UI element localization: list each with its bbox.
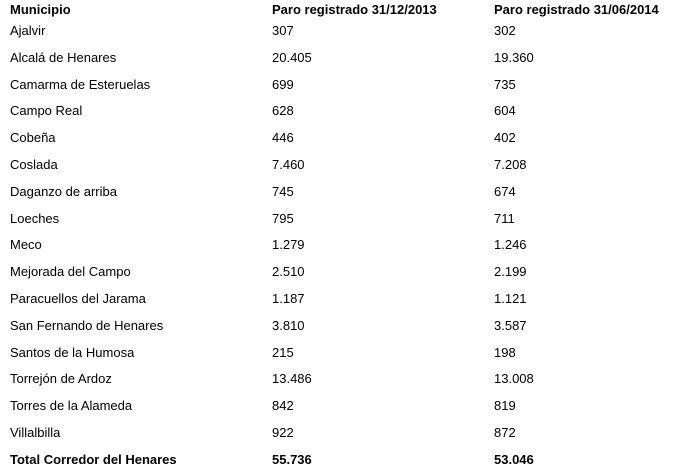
header-row: [0, 2, 675, 17]
header-paro-2014: Paro registrado 31/06/2014: [494, 2, 659, 17]
row-paro-2013: 13.486: [272, 371, 312, 387]
row-municipio: San Fernando de Henares: [10, 317, 164, 333]
table-row: [0, 392, 675, 419]
row-paro-2014: 3.587: [494, 317, 527, 333]
row-municipio: Villalbilla: [10, 425, 61, 441]
paro-table: [0, 2, 675, 473]
row-municipio: Torres de la Alameda: [10, 398, 133, 414]
table-row: [0, 17, 675, 44]
row-municipio: Cobeña: [10, 130, 56, 146]
row-municipio: Loeches: [10, 210, 60, 226]
row-municipio: Coslada: [10, 156, 58, 172]
row-paro-2014: 13.008: [494, 371, 534, 387]
table-row: [0, 44, 675, 71]
row-paro-2013: 795: [272, 210, 294, 226]
row-paro-2014: 604: [494, 103, 516, 119]
total-row: [0, 446, 675, 473]
row-paro-2014: 674: [494, 183, 516, 199]
row-paro-2013: 20.405: [272, 49, 312, 65]
row-municipio: Santos de la Humosa: [10, 344, 135, 360]
row-paro-2013: 1.279: [272, 237, 305, 253]
row-paro-2013: 699: [272, 76, 294, 92]
row-municipio: Mejorada del Campo: [10, 264, 131, 280]
row-municipio: Torrejón de Ardoz: [10, 371, 112, 387]
row-paro-2014: 711: [494, 210, 515, 226]
row-paro-2014: 302: [494, 22, 516, 38]
row-paro-2013: 3.810: [272, 317, 305, 333]
row-paro-2013: 745: [272, 183, 294, 199]
row-paro-2014: 402: [494, 130, 516, 146]
total-paro-2014: 53.046: [494, 452, 534, 467]
row-paro-2014: 735: [494, 76, 516, 92]
table-row: [0, 97, 675, 124]
table-row: [0, 232, 675, 259]
table-row: [0, 339, 675, 366]
table-header: [0, 2, 675, 17]
table-row: [0, 151, 675, 178]
table-row: [0, 366, 675, 393]
row-municipio: Camarma de Esteruelas: [10, 76, 151, 92]
table-row: [0, 312, 675, 339]
table-row: [0, 419, 675, 446]
table-row: [0, 258, 675, 285]
total-paro-2013: 55.736: [272, 452, 312, 467]
row-paro-2013: 1.187: [272, 291, 305, 307]
row-paro-2014: 7.208: [494, 156, 527, 172]
row-paro-2013: 628: [272, 103, 294, 119]
row-paro-2014: 1.121: [494, 291, 527, 307]
table-row: [0, 205, 675, 232]
table-row: [0, 124, 675, 151]
row-paro-2013: 2.510: [272, 264, 305, 280]
total-label: Total Corredor del Henares: [10, 452, 177, 467]
row-municipio: Paracuellos del Jarama: [10, 291, 146, 307]
row-municipio: Campo Real: [10, 103, 83, 119]
table-row: [0, 178, 675, 205]
row-paro-2013: 307: [272, 22, 294, 38]
row-paro-2013: 215: [272, 344, 294, 360]
row-paro-2013: 7.460: [272, 156, 305, 172]
row-paro-2014: 2.199: [494, 264, 527, 280]
row-paro-2014: 819: [494, 398, 516, 414]
table-row: [0, 71, 675, 98]
row-paro-2013: 446: [272, 130, 294, 146]
row-paro-2013: 842: [272, 398, 294, 414]
row-municipio: Alcalá de Henares: [10, 49, 117, 65]
table-body: [0, 17, 675, 473]
header-paro-2013: Paro registrado 31/12/2013: [272, 2, 437, 17]
row-municipio: Ajalvir: [10, 22, 46, 38]
row-municipio: Daganzo de arriba: [10, 183, 117, 199]
row-paro-2014: 19.360: [494, 49, 534, 65]
row-paro-2014: 198: [494, 344, 516, 360]
row-paro-2014: 1.246: [494, 237, 527, 253]
table-row: [0, 285, 675, 312]
header-municipio: Municipio: [10, 2, 71, 17]
row-municipio: Meco: [10, 237, 42, 253]
row-paro-2014: 872: [494, 425, 516, 441]
row-paro-2013: 922: [272, 425, 294, 441]
